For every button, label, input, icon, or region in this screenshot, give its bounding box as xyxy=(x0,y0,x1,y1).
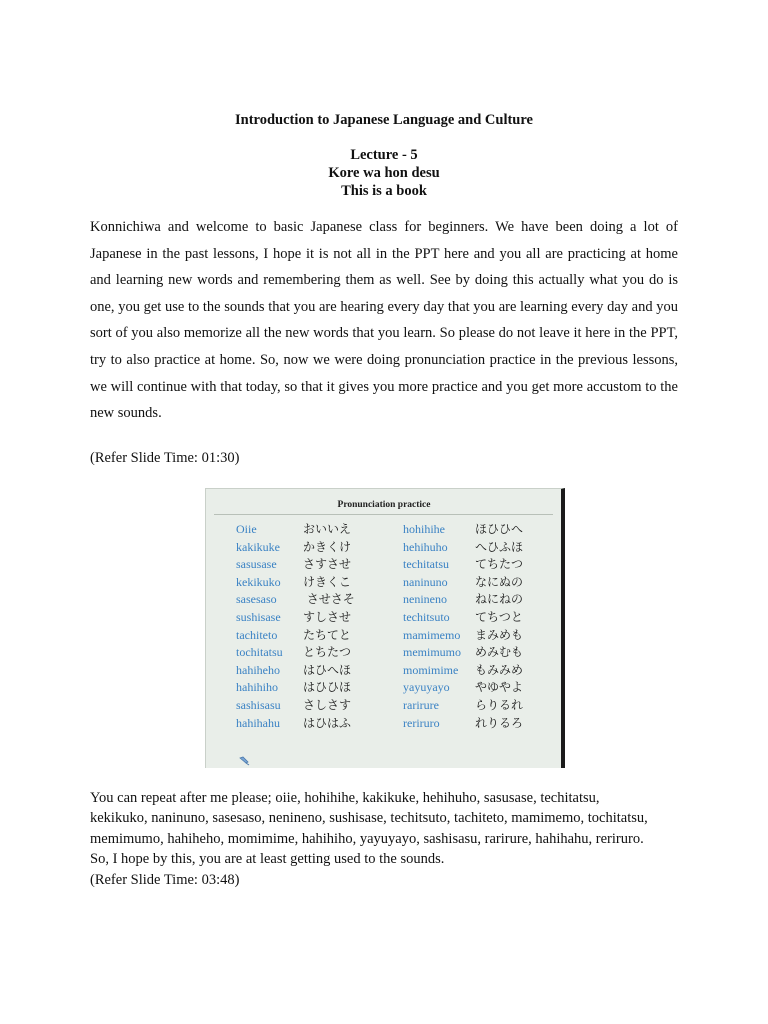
outro-line-2: kekikuko, naninuno, sasesaso, nenineno, sushisase, techitsuto, tachiteto, mamimemo, tochitatsu, xyxy=(90,810,648,827)
left-romaji-6: sushisase xyxy=(236,609,281,624)
lecture-heading xyxy=(0,146,768,200)
left-romaji-10: hahihiho xyxy=(236,680,278,695)
left-kana-7: たちてと xyxy=(303,627,351,642)
left-romaji-11: sashisasu xyxy=(236,697,281,712)
right-kana-4: なにぬの xyxy=(475,574,524,589)
right-kana-5: ねにねの xyxy=(475,592,524,607)
left-kana-12: はひはふ xyxy=(303,715,352,730)
slide-left-kana-column xyxy=(303,521,355,732)
right-romaji-3: techitatsu xyxy=(403,557,449,572)
right-kana-9: もみみめ xyxy=(475,662,524,677)
refer-slide-time-1: (Refer Slide Time: 01:30) xyxy=(90,450,240,466)
slide-left-romaji-column xyxy=(236,521,283,732)
slide-divider xyxy=(214,514,553,515)
lecture-japanese-title: Kore wa hon desu xyxy=(328,165,440,181)
right-romaji-4: naninuno xyxy=(403,574,448,589)
outro-line-4: So, I hope by this, you are at least getting used to the sounds. xyxy=(90,851,445,868)
left-kana-2: かきくけ xyxy=(303,539,352,554)
right-kana-10: やゆやよ xyxy=(475,680,524,695)
left-romaji-12: hahihahu xyxy=(236,715,280,730)
outro-line-1: You can repeat after me please; oiie, hohihihe, kakikuke, hehihuho, sasusase, techitatsu, xyxy=(90,790,600,806)
document-title: Introduction to Japanese Language and Culture xyxy=(235,112,533,128)
left-kana-11: さしさす xyxy=(303,697,352,712)
right-romaji-9: momimime xyxy=(403,662,459,677)
slide-right-romaji-column xyxy=(403,521,461,732)
right-kana-2: へひふほ xyxy=(475,539,524,554)
right-romaji-8: memimumo xyxy=(403,645,461,660)
right-romaji-2: hehihuho xyxy=(403,539,448,554)
left-romaji-5: sasesaso xyxy=(236,592,277,607)
refer-slide-time-2: (Refer Slide Time: 03:48) xyxy=(90,871,240,888)
right-kana-7: まみめも xyxy=(475,627,524,642)
left-kana-1: おいいえ xyxy=(303,522,352,536)
left-kana-10: はひひほ xyxy=(303,680,352,695)
outro-line-3: memimumo, hahiheho, momimime, hahihiho, yayuyayo, sashisasu, rarirure, hahihahu, reriruro. xyxy=(90,830,644,847)
lecture-number: Lecture - 5 xyxy=(350,147,418,163)
right-romaji-11: rarirure xyxy=(403,697,439,712)
left-romaji-4: kekikuko xyxy=(236,574,281,589)
right-kana-11: らりるれ xyxy=(475,697,524,712)
left-kana-4: けきくこ xyxy=(303,574,352,589)
intro-paragraph: Konnichiwa and welcome to basic Japanese class for beginners. We have been doing a lot of Japanese in the past lessons, I hope it is not all in the PPT here and you all are practicing at home and learning new words and remembering them as well. See by doing this actually what you do is one, you get use to the sounds that you are hearing every day that you are learning every day and you sort of you also memorize all the new words that you learn. So please do not leave it here in the PPT, try to also practice at home. So, now we were doing pronunciation practice in the previous lessons, we will continue with that today, so that it gives you more practice and you get more accustom to the new sounds. xyxy=(90,219,678,422)
pronunciation-slide xyxy=(205,488,565,768)
right-romaji-7: mamimemo xyxy=(403,627,461,642)
slide-title: Pronunciation practice xyxy=(337,500,431,510)
left-kana-3: さすさせ xyxy=(303,557,352,572)
left-romaji-7: tachiteto xyxy=(236,627,278,642)
slide-right-kana-column xyxy=(475,521,523,732)
right-kana-6: てちつと xyxy=(475,609,523,624)
right-romaji-1: hohihihe xyxy=(403,522,445,536)
left-romaji-8: tochitatsu xyxy=(236,645,283,660)
right-kana-1: ほひひへ xyxy=(475,522,524,536)
pen-cursor-icon xyxy=(239,756,251,766)
right-romaji-5: nenineno xyxy=(403,592,447,607)
left-kana-5: させさそ xyxy=(303,592,355,607)
left-romaji-9: hahiheho xyxy=(236,662,280,677)
right-kana-8: めみむも xyxy=(475,645,524,660)
left-kana-6: すしさせ xyxy=(303,609,352,624)
right-romaji-10: yayuyayo xyxy=(403,680,450,695)
right-romaji-6: techitsuto xyxy=(403,609,450,624)
right-kana-12: れりるろ xyxy=(475,715,524,730)
outro-paragraph xyxy=(90,788,690,890)
left-romaji-3: sasusase xyxy=(236,557,277,572)
left-kana-8: とちたつ xyxy=(303,645,352,660)
left-kana-9: はひへほ xyxy=(303,662,352,677)
left-romaji-1: Oiie xyxy=(236,522,257,536)
right-romaji-12: reriruro xyxy=(403,715,440,730)
lecture-english-title: This is a book xyxy=(341,183,427,199)
right-kana-3: てちたつ xyxy=(475,557,524,572)
left-romaji-2: kakikuke xyxy=(236,539,280,554)
